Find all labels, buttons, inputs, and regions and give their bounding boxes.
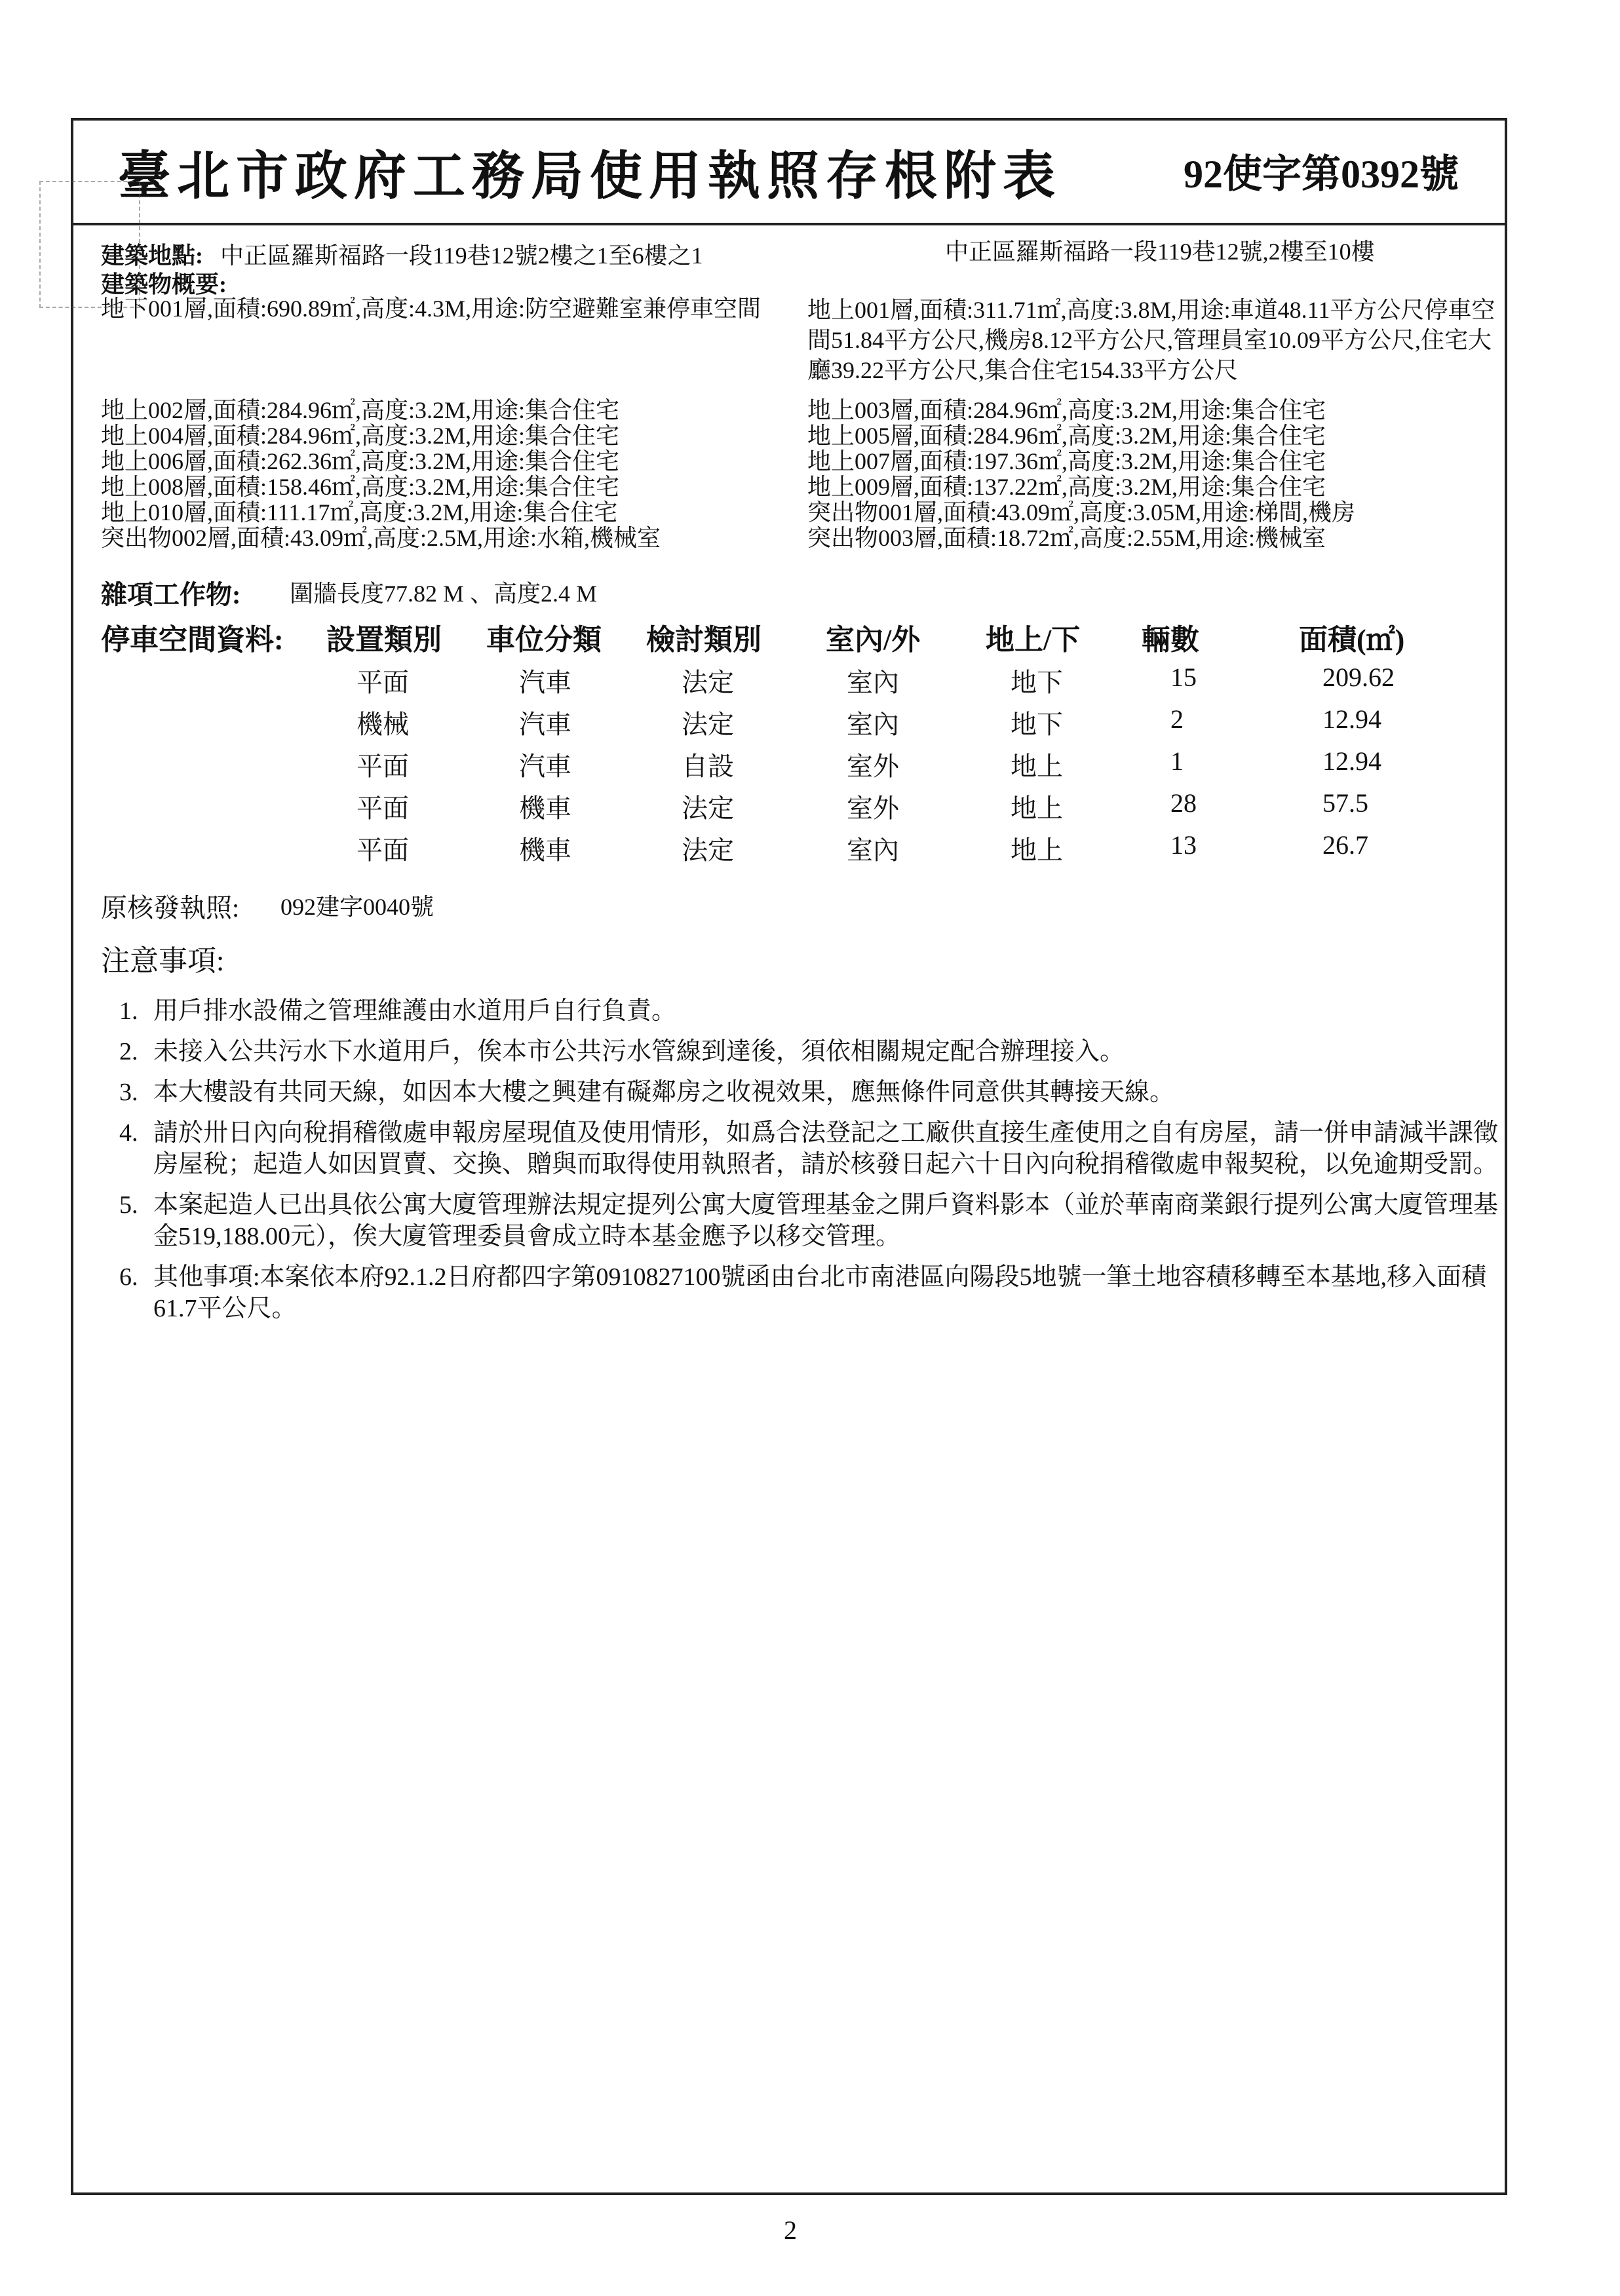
parking-cell: 法定	[682, 710, 734, 739]
parking-cell: 12.94	[1322, 704, 1381, 734]
note-text: 本大樓設有共同天線，如因本大樓之興建有礙鄰房之收視效果，應無條件同意供其轉接天線。	[153, 1079, 1175, 1106]
parking-row	[73, 662, 1510, 704]
parking-cell: 汽車	[519, 710, 571, 739]
note-text: 其他事項:本案依本府92.1.2日府都四字第0910827100號函由台北市南港區向陽段5地號一筆土地容積移轉至本基地,移入面積61.7平公尺。	[153, 1263, 1487, 1322]
floor-item: 地上006層,面積:262.36㎡,高度:3.2M,用途:集合住宅	[101, 448, 620, 474]
notes-title: 注意事項:	[101, 945, 225, 977]
parking-cell: 汽車	[519, 668, 571, 697]
document-frame	[71, 118, 1507, 2195]
note-item	[119, 1036, 1509, 1067]
parking-cell: 法定	[682, 835, 734, 865]
floor-item: 地上010層,面積:111.17㎡,高度:3.2M,用途:集合住宅	[101, 499, 618, 526]
note-text: 本案起造人已出具依公寓大廈管理辦法規定提列公寓大廈管理基金之開戶資料影本（並於華南商業銀行提列公寓大廈管理基金519,188.00元），俟大廈管理委員會成立時本基金應予以移交管理。	[153, 1191, 1499, 1250]
note-text: 用戶排水設備之管理維護由水道用戶自行負責。	[153, 997, 677, 1025]
parking-cell: 平面	[357, 668, 409, 697]
original-permit-value: 092建字0040號	[280, 894, 434, 920]
note-number: 5.	[119, 1191, 138, 1219]
parking-cell: 地上	[1011, 752, 1063, 781]
parking-cell: 室內	[847, 710, 899, 739]
floor-item: 地上003層,面積:284.96㎡,高度:3.2M,用途:集合住宅	[807, 397, 1326, 423]
parking-cell: 室外	[847, 752, 899, 781]
misc-label: 雜項工作物:	[101, 580, 241, 609]
floor-item: 地上007層,面積:197.36㎡,高度:3.2M,用途:集合住宅	[807, 448, 1326, 474]
parking-cell: 法定	[682, 794, 734, 823]
note-text: 未接入公共污水下水道用戶，俟本市公共污水管線到達後，須依相關規定配合辦理接入。	[153, 1038, 1125, 1065]
parking-cell: 平面	[357, 835, 409, 865]
parking-cell: 機械	[357, 710, 409, 739]
misc-value: 圍牆長度77.82 M 、高度2.4 M	[290, 581, 598, 607]
parking-cell: 地下	[1011, 710, 1063, 739]
permit-number: 92使字第0392號	[1184, 153, 1459, 196]
basement-floor-desc: 地下001層,面積:690.89㎡,高度:4.3M,用途:防空避難室兼停車空間	[101, 296, 762, 322]
note-item	[119, 1189, 1509, 1252]
parking-label: 停車空間資料:	[101, 624, 284, 656]
parking-cell: 法定	[682, 668, 734, 697]
parking-cell: 12.94	[1322, 746, 1381, 776]
parking-cell: 汽車	[519, 752, 571, 781]
parking-col-header: 面積(㎡)	[1299, 624, 1405, 656]
parking-row	[73, 704, 1510, 746]
parking-cell: 室內	[847, 668, 899, 697]
note-number: 4.	[119, 1119, 138, 1147]
floors-left-list	[101, 398, 661, 551]
note-number: 1.	[119, 997, 138, 1025]
parking-cell: 57.5	[1322, 788, 1368, 818]
parking-col-header: 輛數	[1142, 624, 1199, 656]
floor-item: 地上002層,面積:284.96㎡,高度:3.2M,用途:集合住宅	[101, 397, 620, 423]
note-item	[119, 1261, 1509, 1324]
note-item	[119, 1077, 1509, 1108]
note-number: 2.	[119, 1038, 138, 1065]
parking-cell: 209.62	[1322, 662, 1395, 692]
parking-cell: 機車	[519, 794, 571, 823]
parking-cell: 地上	[1011, 794, 1063, 823]
parking-cell: 28	[1170, 788, 1197, 818]
floor-item: 突出物002層,面積:43.09㎡,高度:2.5M,用途:水箱,機械室	[101, 525, 661, 551]
note-item	[119, 995, 1509, 1027]
site-left-address: 中正區羅斯福路一段119巷12號2樓之1至6樓之1	[220, 242, 703, 269]
original-permit-label: 原核發執照:	[101, 893, 240, 923]
parking-cell: 室內	[847, 835, 899, 865]
parking-cell: 平面	[357, 752, 409, 781]
faded-stamp	[39, 181, 140, 308]
floor-item: 地上009層,面積:137.22㎡,高度:3.2M,用途:集合住宅	[807, 474, 1326, 500]
site-label: 建築地點:	[101, 242, 203, 269]
page-number: 2	[784, 2215, 797, 2245]
floor-item: 地上008層,面積:158.46㎡,高度:3.2M,用途:集合住宅	[101, 474, 620, 500]
parking-cell: 自設	[682, 752, 734, 781]
parking-cell: 平面	[357, 794, 409, 823]
parking-col-header: 室內/外	[826, 624, 921, 656]
parking-cell: 地下	[1011, 668, 1063, 697]
summary-label: 建築物概要:	[101, 271, 227, 297]
parking-row	[73, 746, 1510, 788]
parking-cell: 室外	[847, 794, 899, 823]
ground-floor-desc: 地上001層,面積:311.71㎡,高度:3.8M,用途:車道48.11平方公尺停車空間51.84平方公尺,機房8.12平方公尺,管理員室10.09平方公尺,住宅大廳39.22平方公尺,集合住宅154.33平方公尺	[807, 297, 1495, 383]
note-item	[119, 1117, 1509, 1180]
floor-item: 突出物003層,面積:18.72㎡,高度:2.55M,用途:機械室	[807, 525, 1326, 551]
parking-row	[73, 788, 1510, 830]
parking-col-header: 地上/下	[986, 624, 1081, 656]
parking-col-header: 車位分類	[486, 624, 602, 656]
parking-cell: 機車	[519, 835, 571, 865]
document-title: 臺北市政府工務局使用執照存根附表	[118, 148, 1062, 206]
parking-cell: 13	[1170, 830, 1197, 860]
parking-cell: 地上	[1011, 835, 1063, 865]
header-divider	[73, 223, 1505, 225]
parking-cell: 15	[1170, 662, 1197, 692]
site-right-address: 中正區羅斯福路一段119巷12號,2樓至10樓	[945, 239, 1375, 265]
parking-cell: 1	[1170, 746, 1184, 776]
floors-right-list	[807, 398, 1355, 551]
note-number: 3.	[119, 1079, 138, 1106]
parking-cell: 2	[1170, 704, 1184, 734]
parking-col-header: 檢討類別	[646, 624, 762, 656]
parking-col-header: 設置類別	[326, 624, 442, 656]
floor-item: 突出物001層,面積:43.09㎡,高度:3.05M,用途:梯間,機房	[807, 499, 1356, 526]
floor-item: 地上005層,面積:284.96㎡,高度:3.2M,用途:集合住宅	[807, 423, 1326, 449]
floor-item: 地上004層,面積:284.96㎡,高度:3.2M,用途:集合住宅	[101, 423, 620, 449]
parking-row	[73, 830, 1510, 871]
note-number: 6.	[119, 1263, 138, 1291]
notes-list	[119, 995, 1509, 1333]
note-text: 請於卅日內向稅捐稽徵處申報房屋現值及使用情形，如爲合法登記之工廠供直接生產使用之自有房屋，請一併申請減半課徵房屋稅；起造人如因買賣、交換、贈與而取得使用執照者，請於核發日起六十日內向稅捐稽徵處申報契稅，以免逾期受罰。	[153, 1119, 1499, 1178]
parking-cell: 26.7	[1322, 830, 1368, 860]
